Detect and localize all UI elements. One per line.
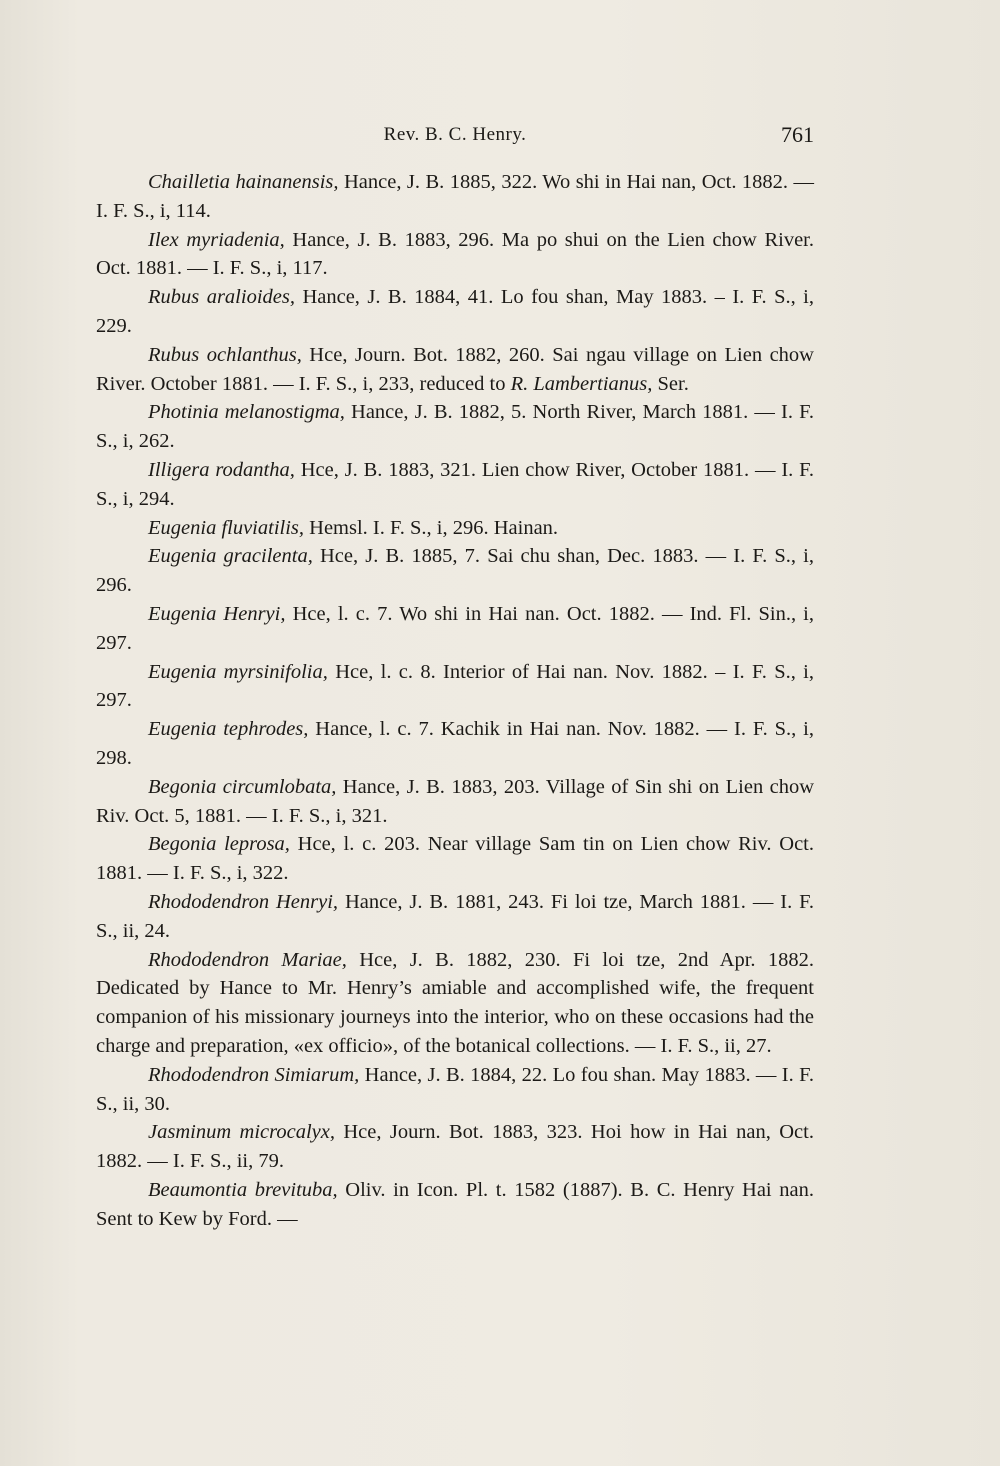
species-name: Begonia circumlobata, xyxy=(148,775,337,798)
entry-text: Hce, J. B. 1882, 230. Fi loi tze, 2nd Apr. 1882. Dedicated by Hance to Mr. Henry’s amiable and accomplished wife, the frequent companion of his missionary journeys into the interior, who on these occasions had the charge and preparation, «ex officio», of the botanical collections. — I. F. S., ii, 27. xyxy=(96,948,815,1057)
entry-text: Ser. xyxy=(652,372,689,395)
entry xyxy=(96,283,814,341)
entry xyxy=(96,1176,814,1234)
entry-text: Hance, J. B. 1881, 243. Fi loi tze, March 1881. — I. F. S., ii, 24. xyxy=(96,890,814,942)
entry-text: Hce, J. B. 1885, 7. Sai chu shan, Dec. 1883. — I. F. S., i, 296. xyxy=(96,545,814,597)
species-name: Rhododendron Henryi, xyxy=(148,890,339,913)
entry xyxy=(96,715,814,773)
entry-text: Hce, Journ. Bot. 1882, 260. Sai ngau village on Lien chow River. October 1881. — I. F. S., i, 233, reduced to xyxy=(96,343,814,395)
entry-text: Hce, l. c. 7. Wo shi in Hai nan. Oct. 1882. — Ind. Fl. Sin., i, 297. xyxy=(96,602,814,654)
entry-text: Hance, J. B. 1883, 203. Village of Sin shi on Lien chow Riv. Oct. 5, 1881. — I. F. S., i, 321. xyxy=(96,775,814,827)
entry-text: Hce, Journ. Bot. 1883, 323. Hoi how in Hai nan, Oct. 1882. — I. F. S., ii, 79. xyxy=(96,1121,814,1173)
species-name: Begonia leprosa, xyxy=(148,833,290,856)
entry xyxy=(96,888,814,946)
species-name: R. Lambertianus, xyxy=(510,372,653,395)
entry-text: Hance, l. c. 7. Kachik in Hai nan. Nov. 1882. — I. F. S., i, 298. xyxy=(96,718,814,769)
entry xyxy=(96,1118,814,1176)
entry xyxy=(96,658,814,716)
entry xyxy=(96,1061,814,1119)
entry-text: Hance, J. B. 1882, 5. North River, March 1881. — I. F. S., i, 262. xyxy=(96,401,814,453)
species-name: Chailletia hainanensis, xyxy=(148,171,339,193)
entry xyxy=(96,514,814,543)
species-name: Photinia melanostigma, xyxy=(148,401,345,424)
page-header xyxy=(96,120,814,152)
entry-text: Hce, J. B. 1883, 321. Lien chow River, October 1881. — I. F. S., i, 294. xyxy=(96,458,814,510)
entry xyxy=(96,456,814,514)
species-name: Beaumontia brevituba, xyxy=(148,1178,338,1201)
species-name: Rubus aralioides, xyxy=(148,286,295,309)
entry-text: Oliv. in Icon. Pl. t. 1582 (1887). B. C. Henry Hai nan. Sent to Kew by Ford. — xyxy=(96,1178,814,1230)
species-name: Eugenia myrsinifolia, xyxy=(148,660,328,683)
entry-text: Hce, l. c. 8. Interior of Hai nan. Nov. 1882. – I. F. S., i, 297. xyxy=(96,660,814,712)
species-name: Rhododendron Simiarum, xyxy=(148,1063,360,1086)
entry xyxy=(96,168,814,226)
entry xyxy=(96,830,814,888)
species-name: Rubus ochlanthus, xyxy=(148,343,302,366)
entry-text: Hce, l. c. 203. Near village Sam tin on Lien chow Riv. Oct. 1881. — I. F. S., i, 322. xyxy=(96,833,814,885)
entry xyxy=(96,341,814,399)
entry xyxy=(96,226,814,284)
species-name: Eugenia Henryi, xyxy=(148,602,286,625)
entry xyxy=(96,600,814,658)
species-name: Eugenia tephrodes, xyxy=(148,718,309,741)
entry-text: Hemsl. I. F. S., i, 296. Hainan. xyxy=(304,516,559,539)
page-number: 761 xyxy=(781,122,814,147)
species-name: Eugenia fluviatilis, xyxy=(148,516,305,539)
entry xyxy=(96,773,814,831)
body-text xyxy=(96,168,814,1233)
species-name: Rhododendron Mariae, xyxy=(148,948,347,971)
species-name: Ilex myriadenia, xyxy=(148,228,285,251)
entry xyxy=(96,946,814,1061)
entry xyxy=(96,542,814,600)
species-name: Jasminum microcalyx, xyxy=(148,1121,335,1144)
entry xyxy=(96,398,814,456)
species-name: Eugenia gracilenta, xyxy=(148,545,313,568)
running-head: Rev. B. C. Henry. xyxy=(383,124,527,145)
entry-text: Hance, J. B. 1884, 41. Lo fou shan, May 1883. – I. F. S., i, 229. xyxy=(96,286,814,337)
entry-text: Hance, J. B. 1883, 296. Ma po shui on the Lien chow River. Oct. 1881. — I. F. S., i, 117. xyxy=(96,228,814,280)
species-name: Illigera rodantha, xyxy=(148,458,295,481)
entry-text: Hance, J. B. 1885, 322. Wo shi in Hai nan, Oct. 1882. — I. F. S., i, 114. xyxy=(96,171,814,222)
entry-text: Hance, J. B. 1884, 22. Lo fou shan. May 1883. — I. F. S., ii, 30. xyxy=(96,1063,814,1115)
